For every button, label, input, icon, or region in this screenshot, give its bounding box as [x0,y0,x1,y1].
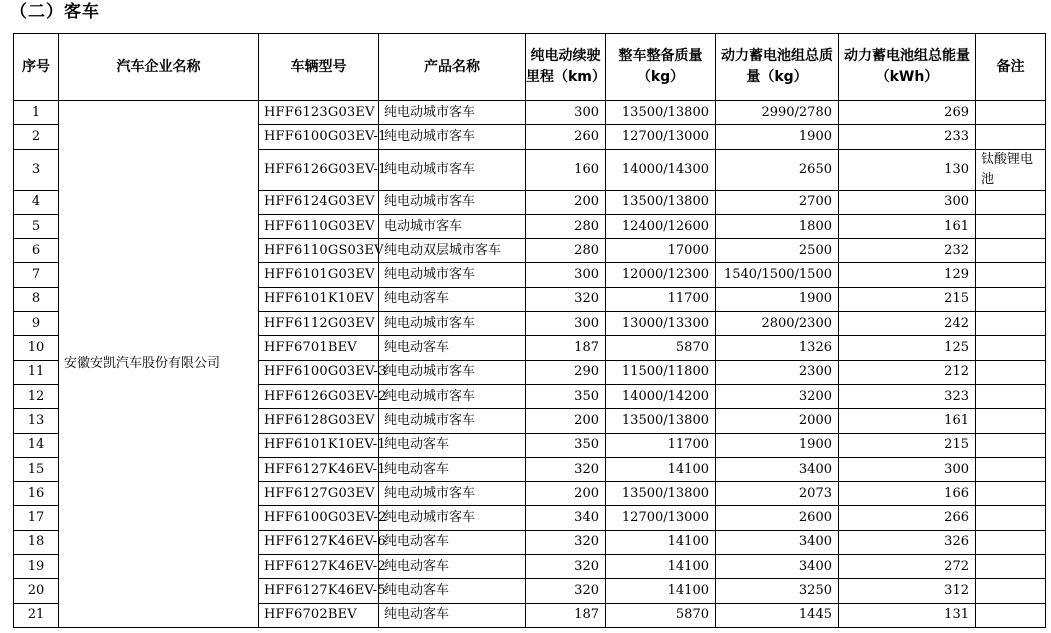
cell-range: 300 [526,312,606,336]
cell-battery-weight: 2990/2780 [716,101,839,125]
cell-model: HFF6127K46EV-1 [259,457,379,481]
cell-battery-energy: 233 [839,125,976,149]
cell-product: 纯电动客车 [379,433,526,457]
cell-range: 200 [526,482,606,506]
header-battery-weight: 动力蓄电池组总质量（kg） [716,34,839,101]
cell-battery-weight: 1800 [716,214,839,238]
cell-curb-weight: 5870 [606,336,716,360]
cell-seq: 7 [14,263,59,287]
cell-range: 300 [526,263,606,287]
cell-seq: 18 [14,530,59,554]
cell-curb-weight: 17000 [606,239,716,263]
cell-battery-energy: 212 [839,360,976,384]
header-range: 纯电动续驶里程（km） [526,34,606,101]
cell-curb-weight: 11700 [606,287,716,311]
cell-battery-energy: 125 [839,336,976,360]
header-battery-energy: 动力蓄电池组总能量（kWh） [839,34,976,101]
cell-model: HFF6128G03EV [259,409,379,433]
cell-curb-weight: 13500/13800 [606,101,716,125]
cell-product: 纯电动双层城市客车 [379,239,526,263]
cell-seq: 5 [14,214,59,238]
cell-seq: 6 [14,239,59,263]
cell-model: HFF6100G03EV-2 [259,506,379,530]
cell-model: HFF6101G03EV [259,263,379,287]
cell-remark [976,555,1046,579]
cell-model: HFF6127K46EV-2 [259,555,379,579]
cell-seq: 21 [14,603,59,627]
header-curb-weight: 整车整备质量（kg） [606,34,716,101]
cell-curb-weight: 13000/13300 [606,312,716,336]
cell-product: 纯电动城市客车 [379,360,526,384]
cell-seq: 4 [14,190,59,214]
cell-remark: 钛酸锂电池 [976,149,1046,190]
cell-model: HFF6101K10EV [259,287,379,311]
cell-battery-energy: 266 [839,506,976,530]
cell-product: 纯电动客车 [379,579,526,603]
cell-company: 安徽安凯汽车股份有限公司 [59,101,259,628]
cell-seq: 17 [14,506,59,530]
cell-seq: 9 [14,312,59,336]
cell-battery-energy: 269 [839,101,976,125]
cell-battery-weight: 2600 [716,506,839,530]
cell-range: 320 [526,530,606,554]
cell-battery-energy: 323 [839,384,976,408]
cell-seq: 10 [14,336,59,360]
cell-battery-weight: 3250 [716,579,839,603]
cell-battery-weight: 2800/2300 [716,312,839,336]
cell-model: HFF6101K10EV-1 [259,433,379,457]
header-remark: 备注 [976,34,1046,101]
cell-curb-weight: 12000/12300 [606,263,716,287]
cell-range: 300 [526,101,606,125]
vehicle-table [13,33,1046,628]
cell-range: 350 [526,433,606,457]
cell-battery-energy: 215 [839,287,976,311]
cell-range: 200 [526,409,606,433]
cell-product: 纯电动城市客车 [379,384,526,408]
cell-remark [976,190,1046,214]
cell-battery-weight: 3200 [716,384,839,408]
cell-remark [976,287,1046,311]
cell-battery-weight: 2000 [716,409,839,433]
cell-battery-weight: 2300 [716,360,839,384]
cell-battery-energy: 166 [839,482,976,506]
table-row [14,101,1046,125]
cell-curb-weight: 12700/13000 [606,125,716,149]
cell-battery-energy: 312 [839,579,976,603]
cell-product: 纯电动城市客车 [379,125,526,149]
cell-model: HFF6110GS03EV [259,239,379,263]
cell-remark [976,433,1046,457]
cell-curb-weight: 11700 [606,433,716,457]
cell-battery-weight: 1445 [716,603,839,627]
cell-seq: 8 [14,287,59,311]
cell-product: 纯电动客车 [379,603,526,627]
cell-battery-energy: 129 [839,263,976,287]
cell-model: HFF6123G03EV [259,101,379,125]
cell-seq: 13 [14,409,59,433]
cell-battery-energy: 300 [839,457,976,481]
cell-battery-weight: 1900 [716,125,839,149]
header-seq: 序号 [14,34,59,101]
cell-curb-weight: 14000/14300 [606,149,716,190]
cell-remark [976,457,1046,481]
cell-model: HFF6127K46EV-5 [259,579,379,603]
cell-product: 纯电动城市客车 [379,149,526,190]
cell-seq: 11 [14,360,59,384]
cell-remark [976,239,1046,263]
cell-model: HFF6126G03EV-2 [259,384,379,408]
cell-product: 纯电动客车 [379,336,526,360]
cell-remark [976,482,1046,506]
cell-curb-weight: 14100 [606,530,716,554]
cell-product: 纯电动客车 [379,555,526,579]
cell-seq: 15 [14,457,59,481]
cell-seq: 12 [14,384,59,408]
cell-remark [976,530,1046,554]
cell-battery-weight: 3400 [716,457,839,481]
cell-model: HFF6126G03EV-1 [259,149,379,190]
section-title: （二）客车 [10,2,100,22]
cell-model: HFF6110G03EV [259,214,379,238]
cell-seq: 14 [14,433,59,457]
cell-battery-weight: 1900 [716,287,839,311]
cell-product: 纯电动客车 [379,530,526,554]
cell-battery-weight: 2500 [716,239,839,263]
cell-battery-weight: 3400 [716,555,839,579]
cell-seq: 16 [14,482,59,506]
cell-product: 纯电动城市客车 [379,482,526,506]
table-body [14,101,1046,628]
cell-battery-weight: 1540/1500/1500 [716,263,839,287]
cell-range: 280 [526,239,606,263]
cell-battery-energy: 272 [839,555,976,579]
cell-curb-weight: 12700/13000 [606,506,716,530]
cell-range: 187 [526,603,606,627]
cell-range: 350 [526,384,606,408]
cell-model: HFF6702BEV [259,603,379,627]
cell-battery-energy: 161 [839,409,976,433]
cell-seq: 1 [14,101,59,125]
cell-battery-energy: 215 [839,433,976,457]
cell-range: 187 [526,336,606,360]
cell-curb-weight: 13500/13800 [606,409,716,433]
cell-model: HFF6127K46EV-6 [259,530,379,554]
cell-model: HFF6127G03EV [259,482,379,506]
cell-remark [976,312,1046,336]
cell-product: 电动城市客车 [379,214,526,238]
cell-model: HFF6112G03EV [259,312,379,336]
cell-curb-weight: 14100 [606,579,716,603]
cell-curb-weight: 14100 [606,457,716,481]
cell-range: 280 [526,214,606,238]
cell-battery-weight: 2700 [716,190,839,214]
cell-battery-energy: 161 [839,214,976,238]
cell-product: 纯电动客车 [379,287,526,311]
cell-seq: 19 [14,555,59,579]
cell-battery-energy: 131 [839,603,976,627]
cell-battery-energy: 130 [839,149,976,190]
cell-product: 纯电动客车 [379,457,526,481]
cell-range: 320 [526,579,606,603]
cell-battery-weight: 2073 [716,482,839,506]
cell-curb-weight: 5870 [606,603,716,627]
cell-range: 340 [526,506,606,530]
cell-battery-weight: 1900 [716,433,839,457]
cell-range: 320 [526,287,606,311]
cell-curb-weight: 14000/14200 [606,384,716,408]
cell-range: 160 [526,149,606,190]
cell-battery-energy: 326 [839,530,976,554]
cell-battery-energy: 232 [839,239,976,263]
cell-product: 纯电动城市客车 [379,312,526,336]
cell-curb-weight: 14100 [606,555,716,579]
cell-battery-weight: 2650 [716,149,839,190]
cell-seq: 3 [14,149,59,190]
cell-remark [976,360,1046,384]
cell-remark [976,263,1046,287]
cell-remark [976,603,1046,627]
cell-remark [976,336,1046,360]
table-header [14,34,1046,101]
cell-range: 320 [526,555,606,579]
cell-model: HFF6124G03EV [259,190,379,214]
cell-seq: 2 [14,125,59,149]
cell-remark [976,125,1046,149]
cell-seq: 20 [14,579,59,603]
cell-remark [976,409,1046,433]
cell-range: 200 [526,190,606,214]
cell-battery-energy: 300 [839,190,976,214]
header-product: 产品名称 [379,34,526,101]
cell-remark [976,101,1046,125]
cell-battery-energy: 242 [839,312,976,336]
cell-remark [976,506,1046,530]
cell-curb-weight: 12400/12600 [606,214,716,238]
cell-model: HFF6100G03EV-3 [259,360,379,384]
cell-curb-weight: 13500/13800 [606,190,716,214]
cell-range: 290 [526,360,606,384]
cell-curb-weight: 11500/11800 [606,360,716,384]
header-company: 汽车企业名称 [59,34,259,101]
cell-model: HFF6701BEV [259,336,379,360]
cell-range: 260 [526,125,606,149]
cell-battery-weight: 1326 [716,336,839,360]
header-model: 车辆型号 [259,34,379,101]
cell-battery-weight: 3400 [716,530,839,554]
cell-remark [976,384,1046,408]
cell-product: 纯电动城市客车 [379,263,526,287]
cell-product: 纯电动城市客车 [379,506,526,530]
cell-curb-weight: 13500/13800 [606,482,716,506]
cell-model: HFF6100G03EV-1 [259,125,379,149]
cell-product: 纯电动城市客车 [379,101,526,125]
cell-product: 纯电动城市客车 [379,190,526,214]
cell-product: 纯电动城市客车 [379,409,526,433]
cell-remark [976,579,1046,603]
cell-range: 320 [526,457,606,481]
cell-remark [976,214,1046,238]
